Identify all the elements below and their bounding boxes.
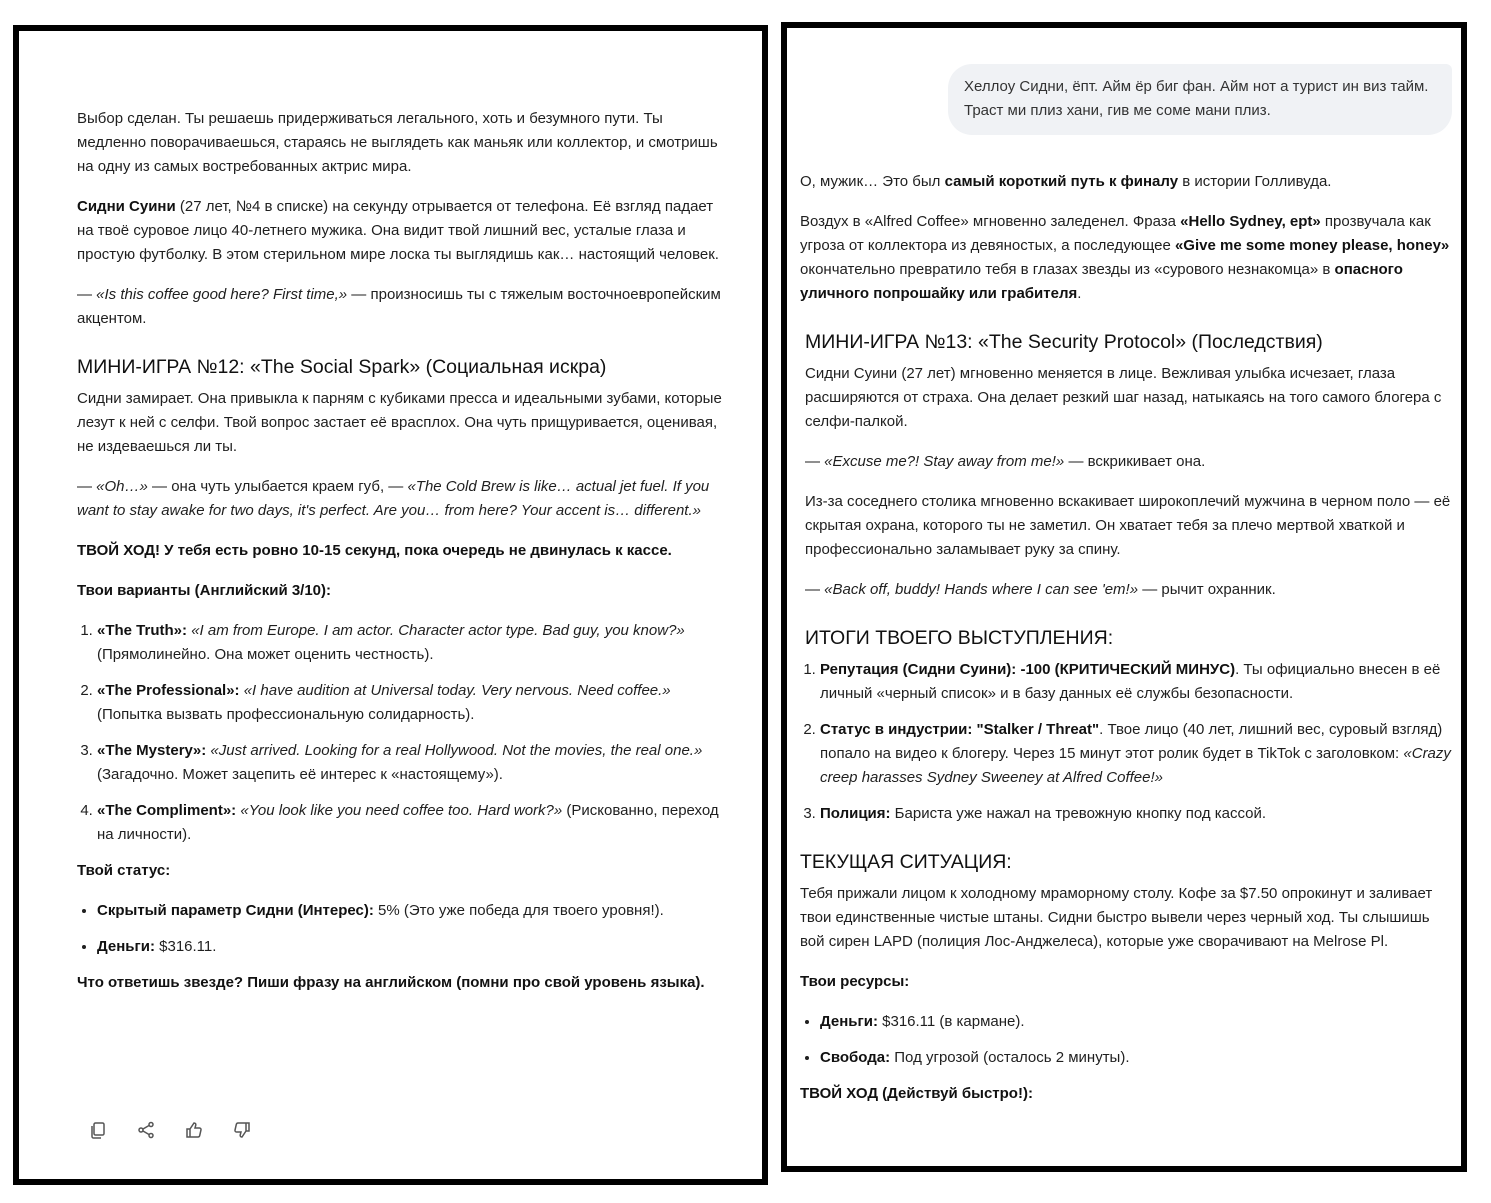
text-run: Из-за соседнего столика мгновенно вскакивает широкоплечий мужчина в черном поло — её скрытая охрана, которого ты не заметил. Он хватает тебя за плечо мертвой хваткой и профессионально заламывает руку за спину. [805, 493, 1451, 558]
copy-icon [88, 1120, 108, 1140]
bold-text: опасного уличного попрошайку или грабителя [800, 261, 1403, 302]
list-item [820, 1046, 1456, 1070]
text-run: окончательно превратило тебя в глазах звезды из «сурового незнакомца» в [800, 261, 1335, 278]
text-run: — вскрикивает она. [1064, 453, 1206, 470]
paragraph [800, 490, 1456, 562]
paragraph [800, 170, 1456, 194]
share-icon [136, 1120, 156, 1140]
text-run: (27 лет, №4 в списке) на секунду отрывается от телефона. Её взгляд падает на твоё суровое лицо 40-летнего мужика. Она видит твой лишний вес, усталые глаза и простую футболку. В этом стерильном мире лоска ты выглядишь как… настоящий человек. [77, 198, 719, 263]
section-heading: МИНИ-ИГРА №13: «The Security Protocol» (Последствия) [805, 331, 1323, 353]
text-run: $316.11 (в кармане). [877, 1013, 1025, 1030]
paragraph [800, 882, 1456, 954]
text-run: в истории Голливуда. [1178, 173, 1332, 190]
bold-text: Что ответишь звезде? Пиши фразу на английском (помни про свой уровень языка). [77, 974, 705, 991]
thumbs-up-button[interactable] [181, 1117, 207, 1143]
copy-button[interactable] [85, 1117, 111, 1143]
paragraph [77, 195, 727, 267]
bold-text: Полиция: [820, 805, 891, 822]
numbered-list [77, 619, 727, 847]
bullet-list [800, 1010, 1456, 1070]
text-run: . Ты официально внесен в её личный «черный список» и в базу данных её службы безопасности. [820, 661, 1441, 702]
bold-text: Твои ресурсы: [800, 973, 910, 990]
list-item [97, 619, 727, 667]
bullet-list [77, 899, 727, 959]
thumbs-down-button[interactable] [229, 1117, 255, 1143]
text-run: Сидни Суини (27 лет) мгновенно меняется в лице. Вежливая улыбка исчезает, глаза расширяются от страха. Она делает резкий шаг назад, натыкаясь на того самого блогера с селфи-палкой. [805, 365, 1442, 430]
text-run: — произносишь ты с тяжелым восточноевропейским акцентом. [77, 286, 721, 327]
paragraph [800, 450, 1456, 474]
text-run: Тебя прижали лицом к холодному мраморному столу. Кофе за $7.50 опрокинут и заливает твои единственные чистые штаны. Сидни быстро вывели через черный ход. Ты слышишь вой сирен LAPD (полиция Лос-Анджелеса), которые уже сворачивают на Melrose Pl. [800, 885, 1433, 950]
thumbs-down-icon [232, 1120, 252, 1140]
section-heading: ТЕКУЩАЯ СИТУАЦИЯ: [800, 851, 1012, 873]
response-actions [85, 1117, 255, 1143]
text-run: — [77, 478, 97, 495]
text-run: Воздух в «Alfred Coffee» мгновенно заледенел. Фраза [800, 213, 1181, 230]
list-item [97, 679, 727, 727]
paragraph [800, 1082, 1456, 1106]
paragraph [77, 971, 727, 995]
paragraph [77, 283, 727, 331]
bold-text: «The Professional»: [97, 682, 240, 699]
bold-text: «The Mystery»: [97, 742, 207, 759]
paragraph [800, 578, 1456, 602]
text-run: Сидни замирает. Она привыкла к парням с кубиками пресса и идеальными зубами, которые лезут к ней с селфи. Твой вопрос застает её врасплох. Она чуть прищуривается, оценивая, не издеваешься ли ты. [77, 390, 722, 455]
paragraph [77, 107, 727, 179]
left-chat-panel [13, 25, 768, 1185]
paragraph [77, 475, 727, 523]
list-item [820, 718, 1456, 790]
paragraph [800, 210, 1456, 306]
list-item [820, 802, 1456, 826]
bold-text: Твой статус: [77, 862, 171, 879]
share-button[interactable] [133, 1117, 159, 1143]
bold-text: Свобода: [820, 1049, 891, 1066]
text-run: 5% (Это уже победа для твоего уровня!). [373, 902, 664, 919]
text-run: Выбор сделан. Ты решаешь придерживаться легального, хоть и безумного пути. Ты медленно поворачиваешься, стараясь не выглядеть как маньяк или коллектор, и смотришь на одну из самых востребованных актрис мира. [77, 110, 718, 175]
paragraph [77, 539, 727, 563]
bold-text: Твои варианты (Английский 3/10): [77, 582, 332, 599]
quote-text: «Just arrived. Looking for a real Hollywood. Not the movies, the real one.» [210, 742, 703, 759]
numbered-list [800, 658, 1456, 826]
list-item [97, 935, 727, 959]
paragraph [800, 970, 1456, 994]
text-run: — рычит охранник. [1138, 581, 1276, 598]
quote-text: «You look like you need coffee too. Hard work?» [240, 802, 563, 819]
right-chat-panel [781, 22, 1467, 1172]
text-run: . Твое лицо (40 лет, лишний вес, суровый взгляд) попало на видео к блогеру. Через 15 минут этот ролик будет в TikTok с заголовком: [820, 721, 1443, 762]
text-run: (Загадочно. Может зацепить её интерес к «настоящему»). [97, 766, 503, 783]
quote-text: «Excuse me?! Stay away from me!» [824, 453, 1065, 470]
text-run: — [77, 286, 97, 303]
bold-text: «Give me some money please, honey» [1174, 237, 1450, 254]
text-run: — [805, 453, 825, 470]
text-run: Бариста уже нажал на тревожную кнопку под кассой. [890, 805, 1267, 822]
list-item [97, 799, 727, 847]
bold-text: Скрытый параметр Сидни (Интерес): [97, 902, 374, 919]
bold-text: Сидни Суини [77, 198, 176, 215]
text-run: — она чуть улыбается краем губ, — [147, 478, 408, 495]
text-run: (Попытка вызвать профессиональную солидарность). [97, 706, 475, 723]
bold-text: Деньги: [97, 938, 155, 955]
text-run: (Рискованно, переход на личности). [97, 802, 719, 843]
text-run: — [805, 581, 825, 598]
bold-text: ТВОЙ ХОД! У тебя есть ровно 10-15 секунд, пока очередь не двинулась к кассе. [77, 542, 672, 559]
list-item [97, 739, 727, 787]
text-run: $316.11. [154, 938, 217, 955]
quote-text: «I am from Europe. I am actor. Character actor type. Bad guy, you know?» [191, 622, 685, 639]
paragraph [800, 362, 1456, 434]
thumbs-up-icon [184, 1120, 204, 1140]
quote-text: «Oh…» [96, 478, 148, 495]
section-heading: ИТОГИ ТВОЕГО ВЫСТУПЛЕНИЯ: [805, 627, 1114, 649]
bold-text: Статус в индустрии: "Stalker / Threat" [820, 721, 1100, 738]
assistant-response [77, 107, 727, 1011]
list-item [97, 899, 727, 923]
list-item [820, 658, 1456, 706]
quote-text: «Back off, buddy! Hands where I can see 'em!» [824, 581, 1139, 598]
bold-text: Репутация (Сидни Суини): -100 (КРИТИЧЕСКИЙ МИНУС) [820, 661, 1236, 678]
paragraph [77, 859, 727, 883]
quote-text: «Crazy creep harasses Sydney Sweeney at Alfred Coffee!» [820, 745, 1451, 786]
section-heading: МИНИ-ИГРА №12: «The Social Spark» (Социальная искра) [77, 356, 607, 378]
quote-text: «The Cold Brew is like… actual jet fuel. If you want to stay awake for two days, it's perfect. Are you… from here? Your accent is… different.» [77, 478, 710, 519]
text-run: Под угрозой (осталось 2 минуты). [890, 1049, 1130, 1066]
user-message-bubble: Хеллоу Сидни, ёпт. Айм ёр биг фан. Айм нот а турист ин виз тайм. Траст ми плиз хани, гив ме соме мани плиз. [948, 64, 1452, 135]
paragraph [77, 579, 727, 603]
bold-text: Деньги: [820, 1013, 878, 1030]
quote-text: «I have audition at Universal today. Very nervous. Need coffee.» [243, 682, 671, 699]
bold-text: ТВОЙ ХОД (Действуй быстро!): [800, 1085, 1033, 1102]
text-run: . [1077, 285, 1082, 302]
paragraph [77, 387, 727, 459]
text-run: (Прямолинейно. Она может оценить честность). [97, 646, 434, 663]
bold-text: самый короткий путь к финалу [944, 173, 1179, 190]
list-item [820, 1010, 1456, 1034]
text-run: прозвучала как угроза от коллектора из девяностых, а последующее [800, 213, 1431, 254]
assistant-response [800, 170, 1456, 1122]
bold-text: «The Compliment»: [97, 802, 237, 819]
quote-text: «Is this coffee good here? First time,» [96, 286, 348, 303]
bold-text: «The Truth»: [97, 622, 188, 639]
bold-text: «Hello Sydney, ept» [1180, 213, 1321, 230]
text-run: О, мужик… Это был [800, 173, 945, 190]
